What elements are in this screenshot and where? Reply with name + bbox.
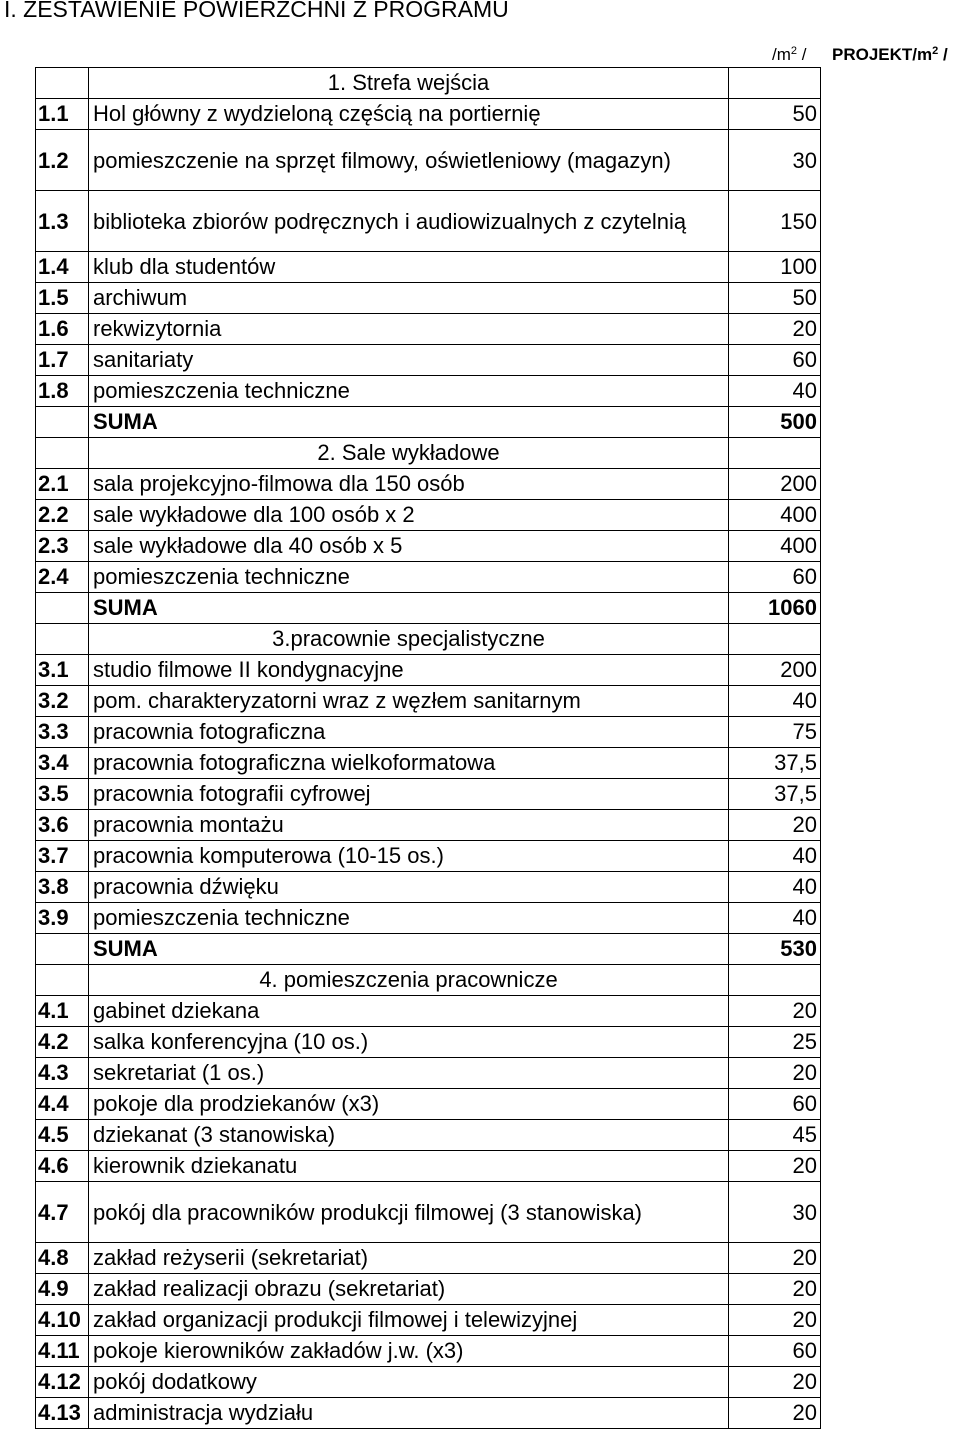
row-number: 4.9: [36, 1274, 89, 1305]
row-value: [729, 68, 821, 99]
row-number: 1.7: [36, 345, 89, 376]
area-value: 400: [729, 531, 821, 562]
room-name: Hol główny z wydzieloną częścią na portiernię: [89, 99, 729, 130]
row-number: 4.10: [36, 1305, 89, 1336]
row-number: 3.6: [36, 810, 89, 841]
room-name: sale wykładowe dla 40 osób x 5: [89, 531, 729, 562]
table-row: [36, 1151, 821, 1182]
table-row: [36, 717, 821, 748]
table-row: [36, 1089, 821, 1120]
table-row: [36, 1367, 821, 1398]
area-value: 60: [729, 562, 821, 593]
sum-row: [36, 407, 821, 438]
row-number: 3.7: [36, 841, 89, 872]
area-value: 60: [729, 345, 821, 376]
row-number: [36, 68, 89, 99]
table-row: [36, 283, 821, 314]
area-value: 75: [729, 717, 821, 748]
area-value: 40: [729, 841, 821, 872]
room-name: studio filmowe II kondygnacyjne: [89, 655, 729, 686]
proj-end: /: [938, 45, 948, 64]
area-value: 20: [729, 1398, 821, 1429]
proj-label: PROJEKT/m: [832, 45, 933, 64]
room-name: pracownia fotograficzna: [89, 717, 729, 748]
section-header-row: [36, 438, 821, 469]
table-row: [36, 779, 821, 810]
area-value: 25: [729, 1027, 821, 1058]
table-row: [36, 531, 821, 562]
area-value: 20: [729, 1151, 821, 1182]
room-name: pomieszczenie na sprzęt filmowy, oświetleniowy (magazyn): [89, 130, 729, 191]
area-value: 37,5: [729, 779, 821, 810]
sum-value: 530: [729, 934, 821, 965]
area-value: 60: [729, 1336, 821, 1367]
area-value: 40: [729, 686, 821, 717]
table-row: [36, 99, 821, 130]
area-value: 40: [729, 872, 821, 903]
column-header-projekt: [832, 44, 948, 66]
table-row: [36, 748, 821, 779]
area-value: 50: [729, 99, 821, 130]
table-row: [36, 314, 821, 345]
area-value: 100: [729, 252, 821, 283]
row-number: 4.4: [36, 1089, 89, 1120]
document-title: I. ZESTAWIENIE POWIERZCHNI Z PROGRAMU: [4, 0, 509, 22]
m2-sup: 2: [790, 45, 798, 57]
row-number: [36, 624, 89, 655]
row-number: 3.8: [36, 872, 89, 903]
area-value: 20: [729, 1305, 821, 1336]
table-row: [36, 345, 821, 376]
row-number: 4.3: [36, 1058, 89, 1089]
room-name: pomieszczenia techniczne: [89, 562, 729, 593]
area-value: 50: [729, 283, 821, 314]
sum-label: SUMA: [89, 407, 729, 438]
area-value: 20: [729, 996, 821, 1027]
table-row: [36, 841, 821, 872]
room-name: pracownia montażu: [89, 810, 729, 841]
area-value: 400: [729, 500, 821, 531]
table-row: [36, 469, 821, 500]
row-number: 1.5: [36, 283, 89, 314]
sum-value: 500: [729, 407, 821, 438]
sum-row: [36, 593, 821, 624]
row-number: 4.13: [36, 1398, 89, 1429]
column-header-m2: [772, 44, 806, 66]
m2-label: /m: [772, 45, 791, 64]
room-name: administracja wydziału: [89, 1398, 729, 1429]
row-number: [36, 593, 89, 624]
row-number: 1.8: [36, 376, 89, 407]
area-value: 20: [729, 810, 821, 841]
row-number: 3.5: [36, 779, 89, 810]
section-header-row: [36, 624, 821, 655]
room-name: pomieszczenia techniczne: [89, 903, 729, 934]
room-name: rekwizytornia: [89, 314, 729, 345]
area-value: 20: [729, 1274, 821, 1305]
row-number: 4.5: [36, 1120, 89, 1151]
room-name: zakład realizacji obrazu (sekretariat): [89, 1274, 729, 1305]
row-number: [36, 438, 89, 469]
row-number: 4.8: [36, 1243, 89, 1274]
row-number: 4.6: [36, 1151, 89, 1182]
section-title: 3.pracownie specjalistyczne: [89, 624, 729, 655]
room-name: salka konferencyjna (10 os.): [89, 1027, 729, 1058]
area-value: 30: [729, 130, 821, 191]
sum-label: SUMA: [89, 593, 729, 624]
table-row: [36, 686, 821, 717]
room-name: pokoje kierowników zakładów j.w. (x3): [89, 1336, 729, 1367]
row-number: [36, 934, 89, 965]
table-row: [36, 1336, 821, 1367]
table-row: [36, 1058, 821, 1089]
sum-value: 1060: [729, 593, 821, 624]
row-number: 1.6: [36, 314, 89, 345]
room-name: pokój dla pracowników produkcji filmowej (3 stanowiska): [89, 1182, 729, 1243]
row-number: [36, 407, 89, 438]
table-row: [36, 1182, 821, 1243]
row-number: 1.4: [36, 252, 89, 283]
table-row: [36, 1398, 821, 1429]
room-name: pracownia komputerowa (10-15 os.): [89, 841, 729, 872]
area-value: 40: [729, 903, 821, 934]
row-number: 4.11: [36, 1336, 89, 1367]
row-number: 4.7: [36, 1182, 89, 1243]
row-number: 4.12: [36, 1367, 89, 1398]
row-number: 3.9: [36, 903, 89, 934]
row-number: 4.1: [36, 996, 89, 1027]
section-title: 2. Sale wykładowe: [89, 438, 729, 469]
room-name: pokój dodatkowy: [89, 1367, 729, 1398]
room-name: pracownia dźwięku: [89, 872, 729, 903]
room-name: archiwum: [89, 283, 729, 314]
room-name: sekretariat (1 os.): [89, 1058, 729, 1089]
area-table-body: [36, 68, 821, 1429]
table-row: [36, 810, 821, 841]
row-number: 2.2: [36, 500, 89, 531]
room-name: zakład organizacji produkcji filmowej i telewizyjnej: [89, 1305, 729, 1336]
table-row: [36, 191, 821, 252]
room-name: zakład reżyserii (sekretariat): [89, 1243, 729, 1274]
table-row: [36, 1120, 821, 1151]
row-number: 2.4: [36, 562, 89, 593]
area-value: 20: [729, 314, 821, 345]
table-row: [36, 1243, 821, 1274]
table-row: [36, 996, 821, 1027]
proj-sup: 2: [932, 45, 939, 57]
section-title: 1. Strefa wejścia: [89, 68, 729, 99]
row-number: 1.2: [36, 130, 89, 191]
table-row: [36, 252, 821, 283]
section-title: 4. pomieszczenia pracownicze: [89, 965, 729, 996]
room-name: gabinet dziekana: [89, 996, 729, 1027]
area-value: 200: [729, 469, 821, 500]
room-name: pracownia fotografii cyfrowej: [89, 779, 729, 810]
room-name: pomieszczenia techniczne: [89, 376, 729, 407]
area-value: 20: [729, 1058, 821, 1089]
area-value: 40: [729, 376, 821, 407]
row-number: 3.3: [36, 717, 89, 748]
table-row: [36, 1274, 821, 1305]
room-name: kierownik dziekanatu: [89, 1151, 729, 1182]
area-value: 60: [729, 1089, 821, 1120]
section-header-row: [36, 965, 821, 996]
table-row: [36, 376, 821, 407]
area-value: 37,5: [729, 748, 821, 779]
row-number: 2.1: [36, 469, 89, 500]
area-value: 45: [729, 1120, 821, 1151]
row-number: 2.3: [36, 531, 89, 562]
room-name: sale wykładowe dla 100 osób x 2: [89, 500, 729, 531]
sum-label: SUMA: [89, 934, 729, 965]
room-name: pracownia fotograficzna wielkoformatowa: [89, 748, 729, 779]
row-value: [729, 438, 821, 469]
table-row: [36, 500, 821, 531]
area-value: 20: [729, 1243, 821, 1274]
area-table: [35, 67, 821, 1429]
room-name: biblioteka zbiorów podręcznych i audiowizualnych z czytelnią: [89, 191, 729, 252]
m2-end: /: [797, 45, 807, 64]
table-row: [36, 903, 821, 934]
room-name: klub dla studentów: [89, 252, 729, 283]
table-row: [36, 130, 821, 191]
row-value: [729, 624, 821, 655]
row-number: 3.2: [36, 686, 89, 717]
row-value: [729, 965, 821, 996]
row-number: 3.4: [36, 748, 89, 779]
table-row: [36, 655, 821, 686]
room-name: sanitariaty: [89, 345, 729, 376]
area-value: 150: [729, 191, 821, 252]
area-value: 200: [729, 655, 821, 686]
section-header-row: [36, 68, 821, 99]
room-name: pokoje dla prodziekanów (x3): [89, 1089, 729, 1120]
table-row: [36, 562, 821, 593]
table-row: [36, 1027, 821, 1058]
room-name: dziekanat (3 stanowiska): [89, 1120, 729, 1151]
room-name: pom. charakteryzatorni wraz z węzłem sanitarnym: [89, 686, 729, 717]
room-name: sala projekcyjno-filmowa dla 150 osób: [89, 469, 729, 500]
row-number: [36, 965, 89, 996]
row-number: 4.2: [36, 1027, 89, 1058]
area-value: 30: [729, 1182, 821, 1243]
row-number: 1.3: [36, 191, 89, 252]
sum-row: [36, 934, 821, 965]
table-row: [36, 872, 821, 903]
area-value: 20: [729, 1367, 821, 1398]
row-number: 3.1: [36, 655, 89, 686]
row-number: 1.1: [36, 99, 89, 130]
table-row: [36, 1305, 821, 1336]
